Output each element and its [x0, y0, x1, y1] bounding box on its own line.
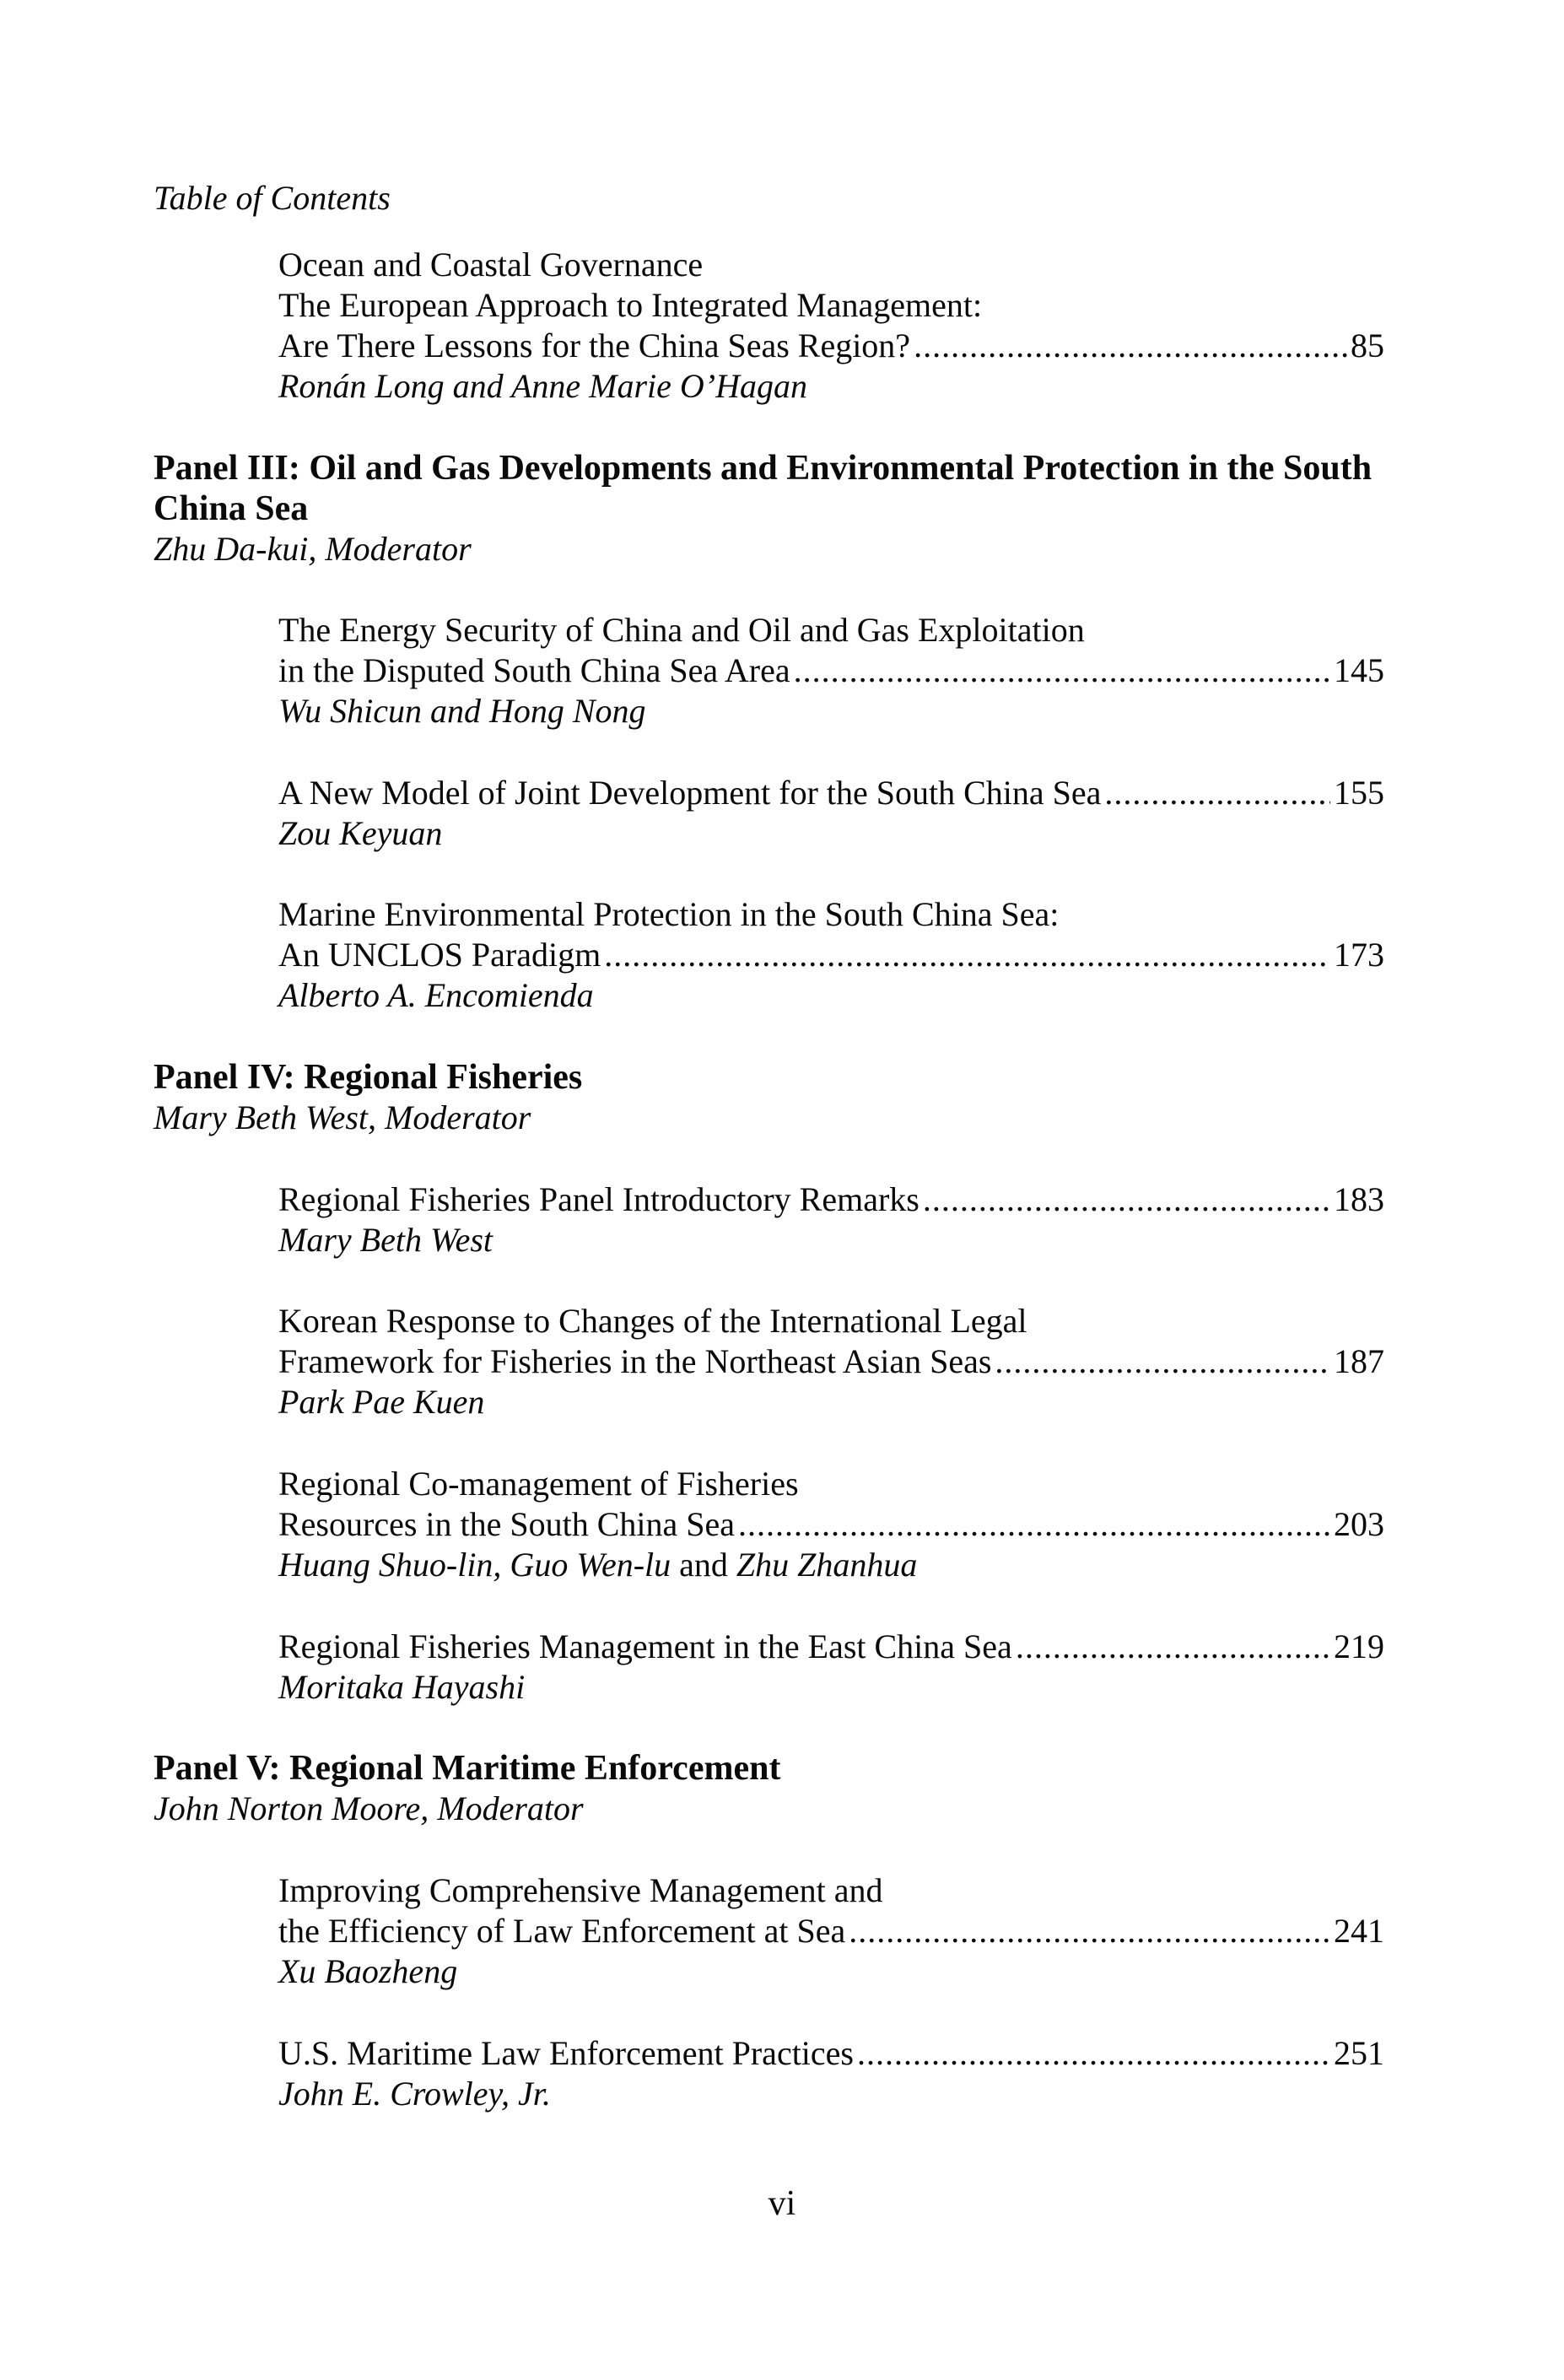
entry-title-text: An UNCLOS Paradigm [278, 936, 601, 974]
entry-author: Wu Shicun and Hong Nong [278, 692, 646, 730]
entry-title-line-with-page [278, 1179, 1384, 1220]
panel-moderator: Mary Beth West, Moderator [154, 1098, 531, 1136]
entry-author: John E. Crowley, Jr. [278, 2075, 551, 2113]
toc-entry-fisheries-remarks [278, 1179, 1384, 1260]
entry-title-text: Regional Fisheries Management in the East China Sea [278, 1627, 1012, 1665]
dot-leader [849, 1911, 1330, 1951]
entry-author: Mary Beth West [278, 1221, 493, 1259]
toc-entry-co-management [278, 1464, 1384, 1585]
toc-entry-us-practices [278, 2033, 1384, 2114]
page-number: 145 [1334, 651, 1384, 689]
toc-entry-energy-security [278, 610, 1384, 731]
dot-leader [857, 2033, 1330, 2074]
entry-title-line-with-page [278, 1627, 1384, 1667]
entry-title-line: Korean Response to Changes of the International Legal [278, 1302, 1027, 1340]
entry-title-line-with-page [278, 1341, 1384, 1382]
entry-title-line-with-page [278, 2033, 1384, 2074]
dot-leader [1016, 1627, 1330, 1667]
entry-title-line-with-page [278, 1911, 1384, 1951]
page-number: 203 [1334, 1505, 1384, 1543]
entry-title-line-with-page [278, 935, 1384, 975]
entry-author: Alberto A. Encomienda [278, 976, 594, 1014]
page-number: 251 [1334, 2034, 1384, 2072]
entry-author: Xu Baozheng [278, 1952, 458, 1990]
toc-entry-joint-development [278, 773, 1384, 854]
panel-heading-line: China Sea [154, 489, 309, 528]
page-number: 183 [1334, 1180, 1384, 1218]
dot-leader [914, 326, 1347, 366]
page-number: 173 [1334, 936, 1384, 974]
toc-entry-european-approach [278, 245, 1384, 407]
entry-title-line: Ocean and Coastal Governance [278, 246, 704, 283]
page-number: 85 [1351, 327, 1384, 364]
entry-title-line: Marine Environmental Protection in the South China Sea: [278, 895, 1060, 933]
entry-title-text: Regional Fisheries Panel Introductory Remarks [278, 1180, 920, 1218]
entry-author: Park Pae Kuen [278, 1383, 485, 1421]
entry-title-line: Improving Comprehensive Management and [278, 1871, 883, 1909]
entry-title-line-with-page [278, 773, 1384, 813]
toc-entry-law-enforcement [278, 1870, 1384, 1992]
entry-title-line: The Energy Security of China and Oil and Gas Exploitation [278, 611, 1085, 649]
page-number: 219 [1334, 1627, 1384, 1665]
toc-entry-marine-protection [278, 894, 1384, 1016]
panel-heading-line: Panel III: Oil and Gas Developments and Environmental Protection in the South [154, 449, 1373, 488]
entry-title-line-with-page [278, 326, 1384, 366]
entry-title-text: Resources in the South China Sea [278, 1505, 736, 1543]
panel-heading-iv: Panel IV: Regional Fisheries [154, 1058, 583, 1097]
page-number: 155 [1334, 774, 1384, 812]
author-conjunction: and [679, 1546, 728, 1584]
dot-leader [738, 1504, 1330, 1545]
author-names: Zhu Zhanhua [736, 1546, 918, 1584]
toc-entry-east-china-sea [278, 1627, 1384, 1708]
dot-leader [995, 1341, 1330, 1382]
page-folio: vi [768, 2184, 796, 2223]
dot-leader [604, 935, 1330, 975]
entry-title-text: in the Disputed South China Sea Area [278, 651, 790, 689]
entry-title-line-with-page [278, 650, 1384, 691]
panel-moderator: John Norton Moore, Moderator [154, 1789, 584, 1827]
entry-author: Moritaka Hayashi [278, 1668, 526, 1706]
panel-heading-iii [154, 448, 1385, 529]
entry-author [278, 1545, 1384, 1585]
entry-title-line: Regional Co-management of Fisheries [278, 1465, 799, 1503]
author-names: Huang Shuo-lin, Guo Wen-lu [278, 1546, 671, 1584]
entry-title-text: U.S. Maritime Law Enforcement Practices [278, 2034, 854, 2072]
page-number: 241 [1334, 1912, 1384, 1950]
entry-title-text: A New Model of Joint Development for the South China Sea [278, 774, 1102, 812]
panel-moderator: Zhu Da-kui, Moderator [154, 530, 472, 568]
running-head: Table of Contents [154, 179, 391, 217]
entry-title-text: the Efficiency of Law Enforcement at Sea [278, 1912, 846, 1950]
dot-leader [794, 650, 1330, 691]
panel-heading-v: Panel V: Regional Maritime Enforcement [154, 1749, 781, 1788]
entry-author: Zou Keyuan [278, 814, 443, 852]
entry-title-line-with-page [278, 1504, 1384, 1545]
entry-author: Ronán Long and Anne Marie O’Hagan [278, 367, 807, 405]
toc-entry-korean-response [278, 1301, 1384, 1422]
entry-title-text: Are There Lessons for the China Seas Region? [278, 327, 911, 364]
dot-leader [923, 1179, 1330, 1220]
dot-leader [1104, 773, 1330, 813]
entry-title-text: Framework for Fisheries in the Northeast Asian Seas [278, 1342, 992, 1380]
entry-title-line: The European Approach to Integrated Management: [278, 286, 983, 324]
page-number: 187 [1334, 1342, 1384, 1380]
